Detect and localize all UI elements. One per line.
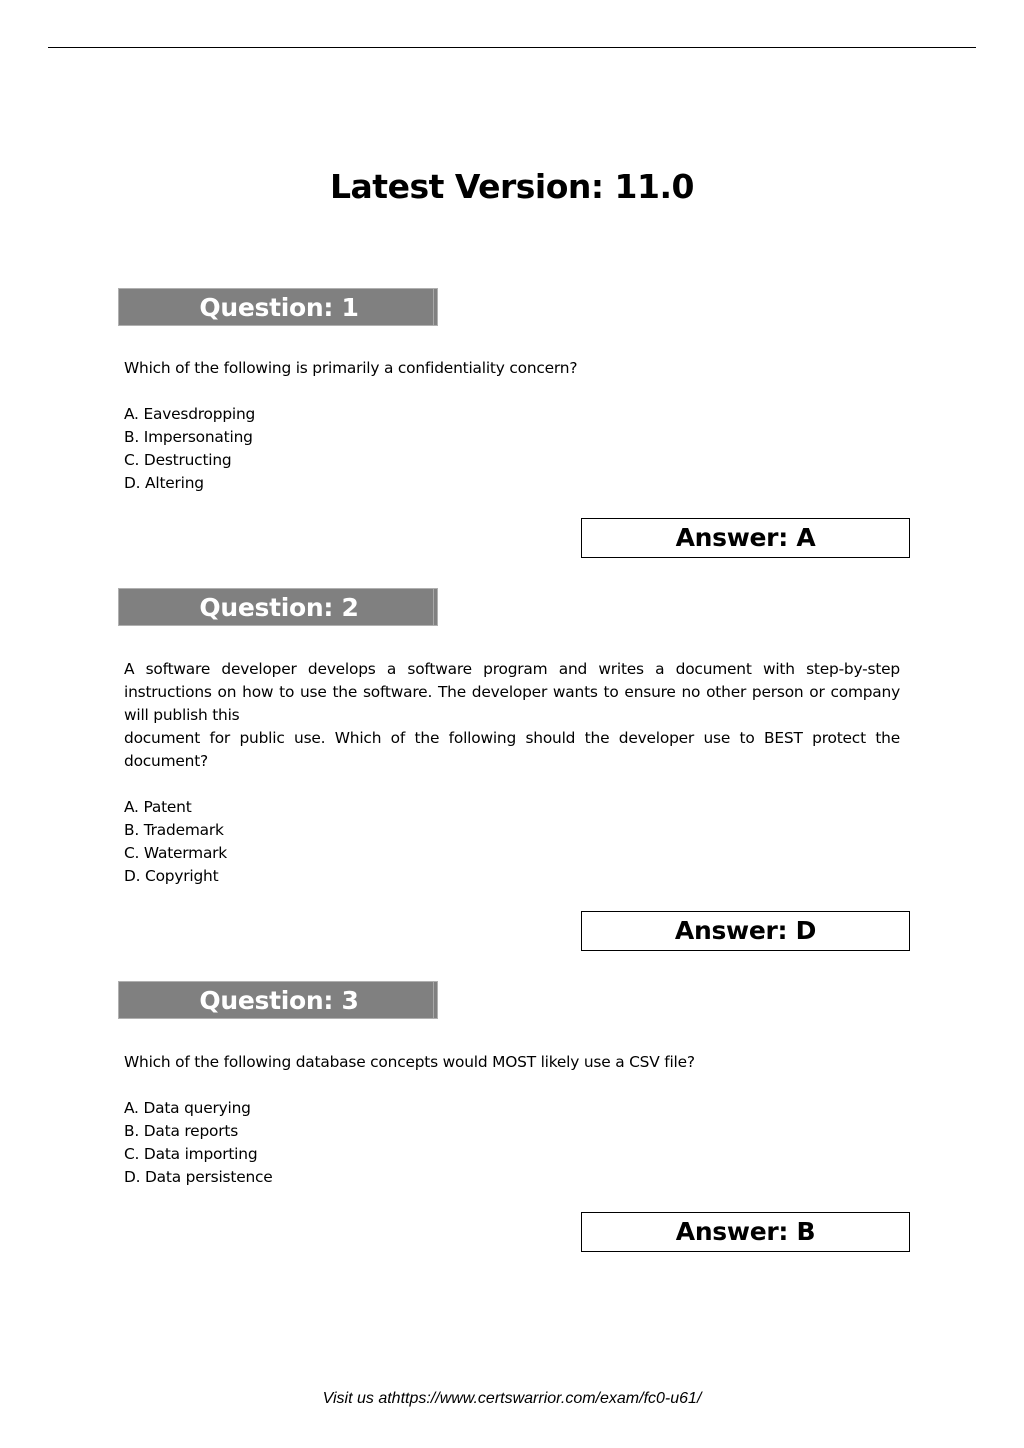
question-3-option-d: D. Data persistence bbox=[124, 1168, 273, 1186]
question-1-option-a: A. Eavesdropping bbox=[124, 405, 256, 423]
question-2-option-c: C. Watermark bbox=[124, 844, 228, 862]
question-1-option-c: C. Destructing bbox=[124, 451, 232, 469]
question-1-option-d: D. Altering bbox=[124, 474, 204, 492]
question-3-header bbox=[118, 981, 438, 1019]
footer-visit-link[interactable]: Visit us athttps://www.certswarrior.com/exam/fc0-u61/ bbox=[322, 1390, 702, 1407]
question-3-option-c: C. Data importing bbox=[124, 1145, 258, 1163]
question-1-options bbox=[124, 403, 255, 495]
top-rule bbox=[48, 47, 976, 48]
question-2-header-label: Question: 2 bbox=[199, 593, 359, 622]
question-2-text-continued: document for public use. Which of the following should the developer use to BEST protect the document? bbox=[124, 729, 900, 770]
question-2-text: A software developer develops a software program and writes a document with step-by-step instructions on how to use the software. The developer wants to ensure no other person or company will publish this bbox=[124, 660, 900, 724]
question-2-header bbox=[118, 588, 438, 626]
question-1-header bbox=[118, 288, 438, 326]
question-1-header-label: Question: 1 bbox=[199, 293, 359, 322]
question-3-header-label: Question: 3 bbox=[199, 986, 359, 1015]
question-3-text: Which of the following database concepts would MOST likely use a CSV file? bbox=[124, 1053, 695, 1071]
question-1-answer: Answer: A bbox=[581, 518, 910, 558]
question-2-option-d: D. Copyright bbox=[124, 867, 219, 885]
question-2-option-b: B. Trademark bbox=[124, 821, 224, 839]
question-1-option-b: B. Impersonating bbox=[124, 428, 253, 446]
question-3-option-a: A. Data querying bbox=[124, 1099, 251, 1117]
question-3-answer: Answer: B bbox=[581, 1212, 910, 1252]
question-1-text: Which of the following is primarily a confidentiality concern? bbox=[124, 359, 578, 377]
question-2-option-a: A. Patent bbox=[124, 798, 192, 816]
question-2-options bbox=[124, 796, 227, 888]
page-title: Latest Version: 11.0 bbox=[330, 167, 694, 206]
question-2-answer: Answer: D bbox=[581, 911, 910, 951]
question-3-option-b: B. Data reports bbox=[124, 1122, 239, 1140]
question-3-options bbox=[124, 1097, 273, 1189]
